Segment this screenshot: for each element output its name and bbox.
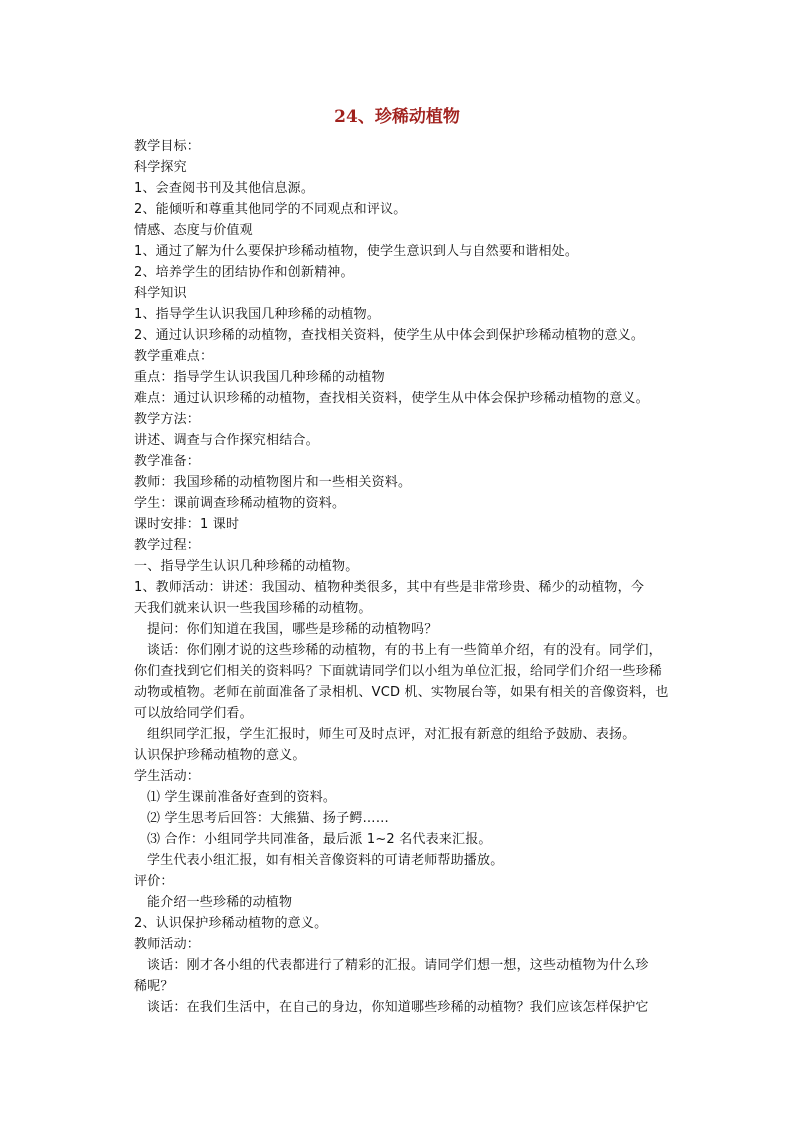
list-item: ⑴ 学生课前准备好查到的资料。 [147, 790, 337, 805]
paragraph-line: 可以放给同学们看。 [134, 706, 253, 721]
paragraph-line: 学生代表小组汇报，如有相关音像资料的可请老师帮助播放。 [147, 853, 504, 868]
paragraph-line: 2、认识保护珍稀动植物的意义。 [134, 916, 328, 931]
page-title: 24、珍稀动植物 [334, 107, 460, 127]
subheading-attitude: 情感、态度与价值观 [134, 223, 253, 238]
paragraph-line: 1、指导学生认识我国几种珍稀的动植物。 [134, 307, 381, 322]
paragraph-line: 1、会查阅书刊及其他信息源。 [134, 181, 315, 196]
subheading-evaluation: 评价： [134, 874, 174, 889]
paragraph-line: 提问：你们知道在我国，哪些是珍稀的动植物吗？ [147, 622, 438, 637]
heading-teaching-process: 教学过程： [134, 538, 201, 553]
list-item: ⑵ 学生思考后回答：大熊猫、扬子鳄…… [147, 811, 389, 826]
subheading-science-inquiry: 科学探究 [134, 160, 187, 175]
paragraph-line: 2、能倾听和尊重其他同学的不同观点和评议。 [134, 202, 407, 217]
paragraph-line: 稀呢？ [134, 979, 174, 994]
subheading-teacher-activity: 教师活动： [134, 937, 201, 952]
paragraph-line: 讲述、调查与合作探究相结合。 [134, 433, 319, 448]
paragraph-line: 2、通过认识珍稀的动植物，查找相关资料，使学生从中体会到保护珍稀动植物的意义。 [134, 328, 645, 343]
heading-preparation: 教学准备： [134, 454, 201, 469]
paragraph-line: 谈话：刚才各小组的代表都进行了精彩的汇报。请同学们想一想，这些动植物为什么珍 [147, 958, 649, 973]
paragraph-line: 组织同学汇报，学生汇报时，师生可及时点评，对汇报有新意的组给予鼓励、表扬。 [147, 727, 636, 742]
paragraph-line: 你们查找到它们相关的资料吗？下面就请同学们以小组为单位汇报，给同学们介绍一些珍稀 [134, 664, 663, 679]
paragraph-line: 认识保护珍稀动植物的意义。 [134, 748, 306, 763]
paragraph-line: 天我们就来认识一些我国珍稀的动植物。 [134, 601, 372, 616]
paragraph-line: 难点：通过认识珍稀的动植物，查找相关资料，使学生从中体会保护珍稀动植物的意义。 [134, 391, 649, 406]
heading-key-points: 教学重难点： [134, 349, 214, 364]
paragraph-line: 学生：课前调查珍稀动植物的资料。 [134, 496, 346, 511]
list-item: ⑶ 合作：小组同学共同准备，最后派 1~2 名代表来汇报。 [147, 832, 492, 847]
paragraph-line: 重点：指导学生认识我国几种珍稀的动植物 [134, 370, 385, 385]
paragraph-line: 1、教师活动：讲述：我国动、植物种类很多，其中有些是非常珍贵、稀少的动植物，今 [134, 580, 645, 595]
paragraph-line: 动物或植物。老师在前面准备了录相机、VCD 机、实物展台等，如果有相关的音像资料，也 [134, 685, 669, 700]
subheading-student-activity: 学生活动： [134, 769, 201, 784]
paragraph-line: 一、指导学生认识几种珍稀的动植物。 [134, 559, 359, 574]
paragraph-line: 谈话：你们刚才说的这些珍稀的动植物，有的书上有一些简单介绍，有的没有。同学们， [147, 643, 662, 658]
paragraph-line: 谈话：在我们生活中，在自己的身边，你知道哪些珍稀的动植物？我们应该怎样保护它 [147, 1000, 649, 1015]
heading-teaching-method: 教学方法： [134, 412, 201, 427]
paragraph-line: 能介绍一些珍稀的动植物 [147, 895, 293, 910]
heading-teaching-goals: 教学目标： [134, 139, 201, 154]
paragraph-line: 教师：我国珍稀的动植物图片和一些相关资料。 [134, 475, 412, 490]
paragraph-line: 1、通过了解为什么要保护珍稀动植物，使学生意识到人与自然要和谐相处。 [134, 244, 579, 259]
paragraph-line: 课时安排：1 课时 [134, 517, 240, 532]
paragraph-line: 2、培养学生的团结协作和创新精神。 [134, 265, 354, 280]
subheading-science-knowledge: 科学知识 [134, 286, 187, 301]
